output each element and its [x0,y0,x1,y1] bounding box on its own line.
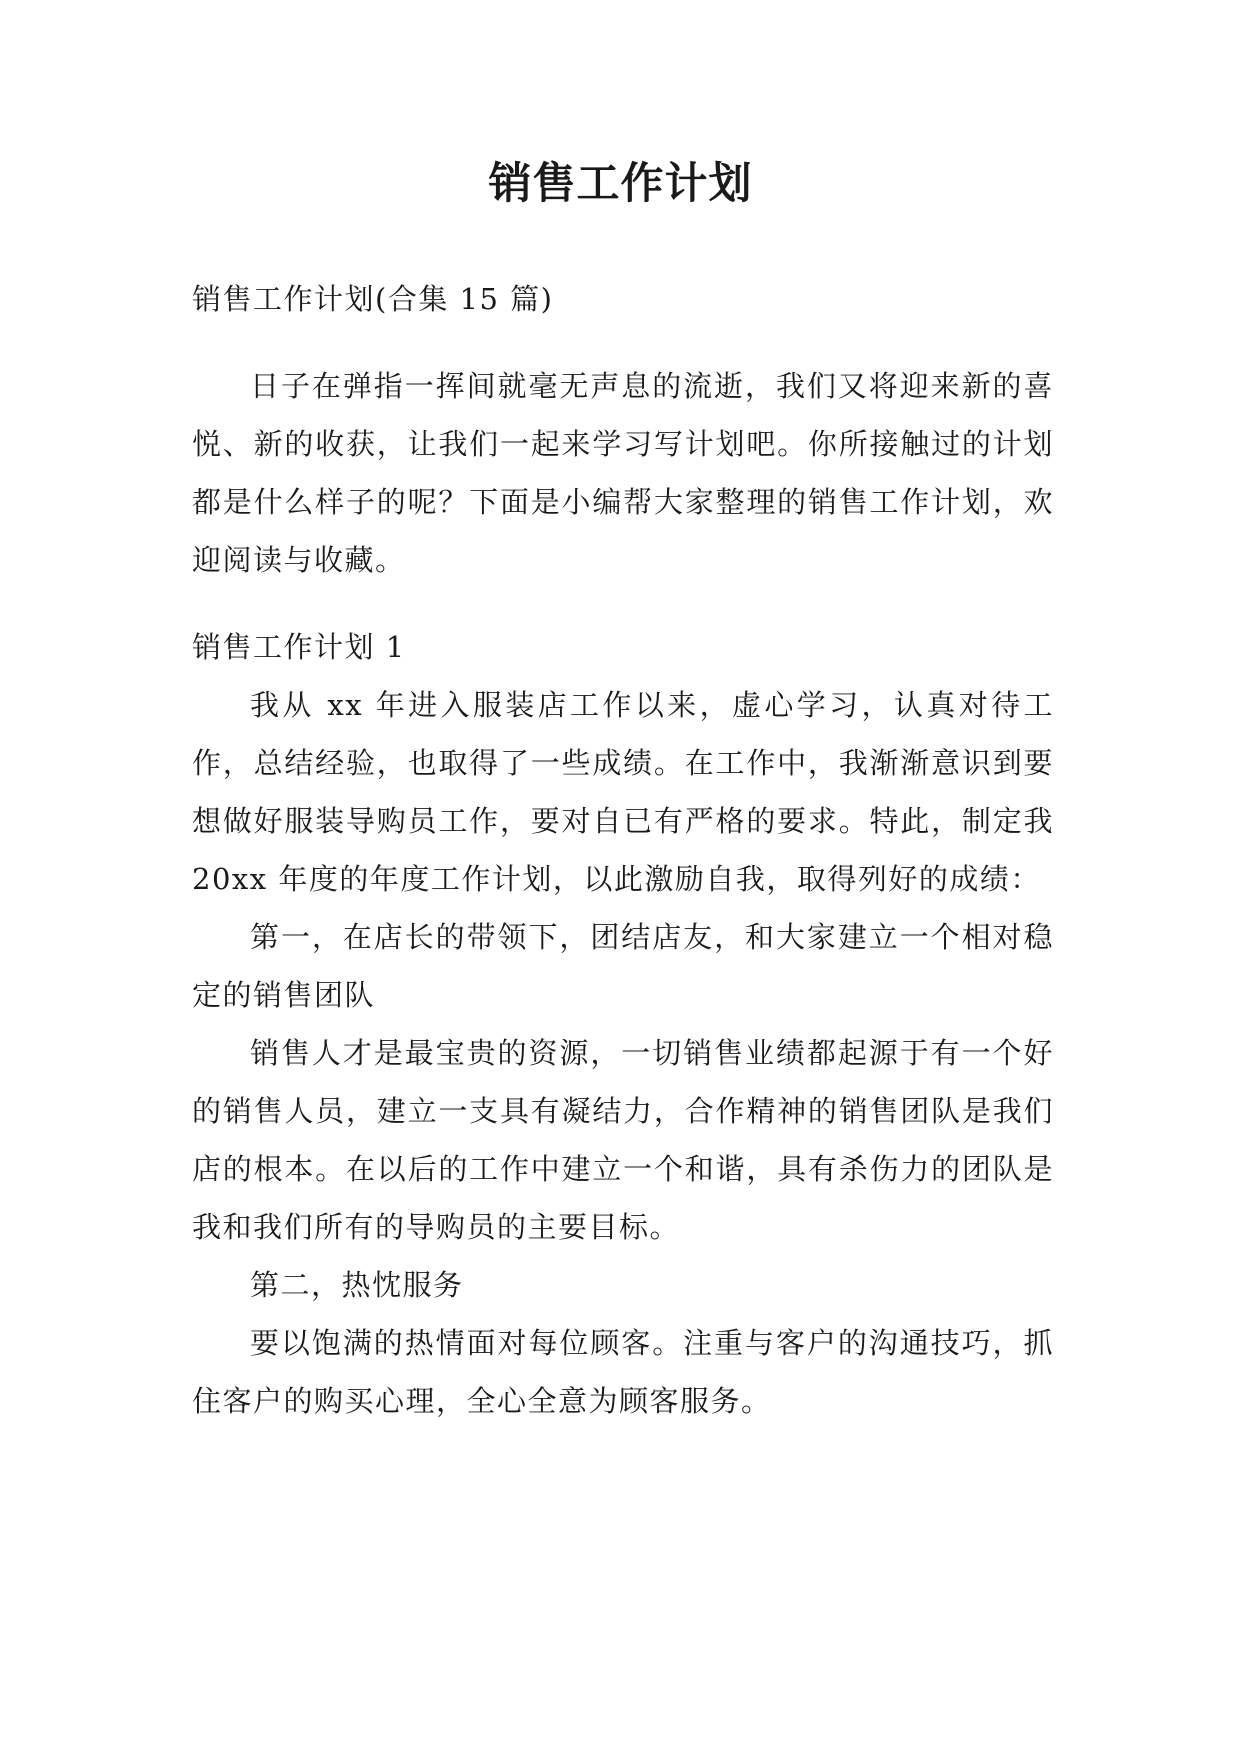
document-title: 销售工作计划 [488,159,753,209]
intro-paragraph: 日子在弹指一挥间就毫无声息的流逝，我们又将迎来新的喜悦、新的收获，让我们一起来学习写计划吧。你所接触过的计划都是什么样子的呢？下面是小编帮大家整理的销售工作计划，欢迎阅读与收藏。 [192,369,1054,577]
intro-block [192,357,1054,589]
section-body [192,676,1054,1430]
section-heading: 销售工作计划 1 [192,630,406,664]
section-paragraph: 要以饱满的热情面对每位顾客。注重与客户的沟通技巧，抓住客户的购买心理，全心全意为顾客服务。 [192,1326,1054,1418]
document-subtitle: 销售工作计划(合集 15 篇) [192,282,554,316]
section-paragraph: 我从 xx 年进入服装店工作以来，虚心学习，认真对待工作，总结经验，也取得了一些成绩。在工作中，我渐渐意识到要想做好服装导购员工作，要对自已有严格的要求。特此，制定我 20xx 年度的年度工作计划，以此激励自我，取得列好的成绩： [192,688,1054,896]
section-paragraph: 第二，热忱服务 [250,1268,464,1302]
section-paragraph: 第一，在店长的带领下，团结店友，和大家建立一个相对稳定的销售团队 [192,920,1054,1012]
section-paragraph: 销售人才是最宝贵的资源，一切销售业绩都起源于有一个好的销售人员，建立一支具有凝结力，合作精神的销售团队是我们店的根本。在以后的工作中建立一个和谐，具有杀伤力的团队是我和我们所有的导购员的主要目标。 [192,1036,1054,1244]
